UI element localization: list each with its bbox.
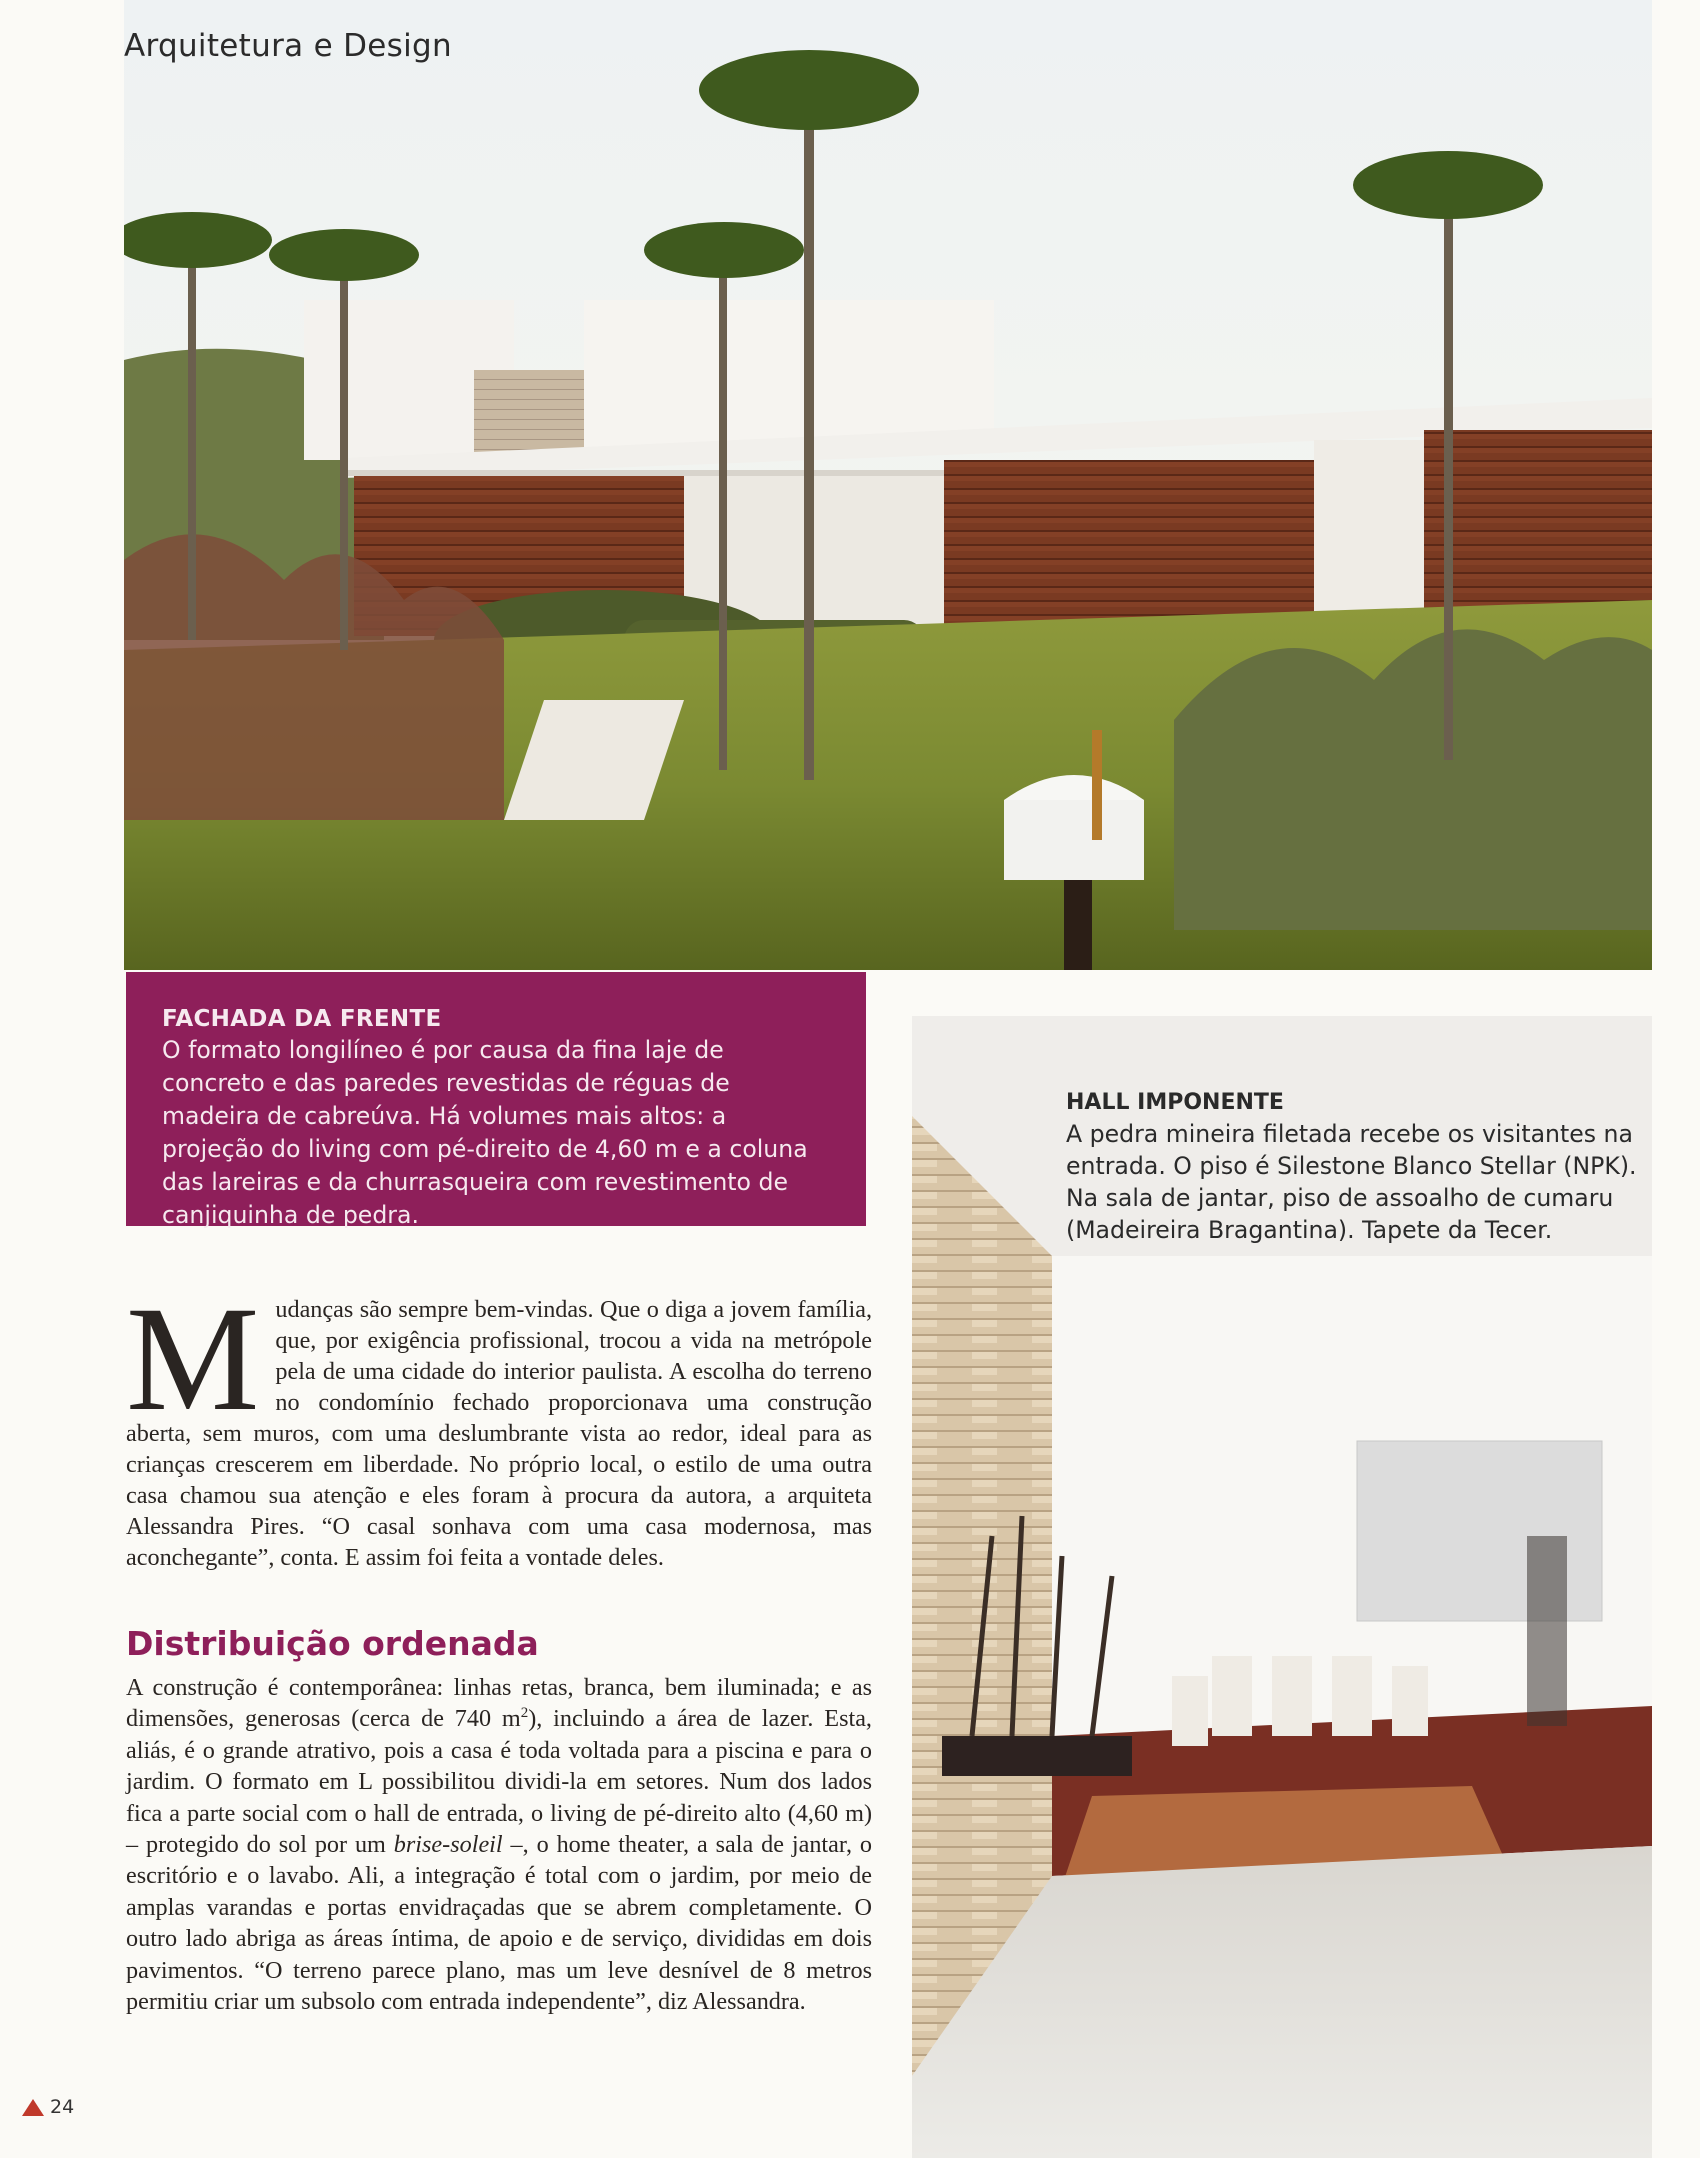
italic-term: brise-soleil bbox=[393, 1831, 503, 1859]
body-text-a: A construção é contemporânea: linhas retas, branca, bem iluminada; e as dimensões, generosas (cerca de 740 m bbox=[126, 1674, 872, 1733]
subheading: Distribuição ordenada bbox=[126, 1624, 539, 1663]
section-title: Arquitetura e Design bbox=[124, 28, 452, 64]
superscript: 2 bbox=[520, 1705, 529, 1722]
caption-box-front bbox=[126, 972, 866, 1229]
triangle-icon bbox=[22, 2099, 44, 2116]
dropcap: M bbox=[126, 1276, 260, 1442]
body-text-c: –, o home theater, a sala de jantar, o escritório e o lavabo. Ali, a integração é total com o jardim, por meio de amplas varandas e portas envidraçadas que se abrem completamente. O outro lado abriga as áreas íntima, de apoio e de serviço, divididas em dois pavimentos. “O terreno parece plano, mas um leve desnível de 8 metros permitiu criar um subsolo com entrada independente”, diz Alessandra. bbox=[126, 1831, 872, 2016]
caption-text: O formato longilíneo é por causa da fina laje de concreto e das paredes revestidas de réguas de madeira de cabreúva. Há volumes mais altos: a projeção do living com pé-direito de 4,60 m e a coluna das lareiras e da churrasqueira com revestimento de canjiquinha de pedra. bbox=[162, 1036, 808, 1229]
article-intro bbox=[126, 1276, 872, 1573]
page-footer bbox=[22, 2096, 74, 2118]
page-number: 24 bbox=[50, 2096, 75, 2118]
article-body bbox=[126, 1672, 872, 2017]
caption-title: FACHADA DA FRENTE bbox=[162, 1006, 442, 1032]
body-text-b: ), incluindo a área de lazer. Esta, aliás, é o grande atrativo, pois a casa é toda voltada para a piscina e para o jardim. O formato em L possibilitou dividi-la em setores. Num dos lados fica a parte social com o hall de entrada, o living de pé-direito alto (4,60 m) – protegido do sol por um bbox=[126, 1705, 872, 1859]
caption-title: HALL IMPONENTE bbox=[1066, 1090, 1284, 1115]
caption-text: A pedra mineira filetada recebe os visitantes na entrada. O piso é Silestone Blanco Stellar (NPK). Na sala de jantar, piso de assoalho de cumaru (Madeireira Bragantina). Tapete da Tecer. bbox=[1066, 1120, 1637, 1244]
caption-hall bbox=[1066, 1090, 1646, 1246]
intro-text: udanças são sempre bem-vindas. Que o diga a jovem família, que, por exigência profissional, trocou a vida na metrópole pela de uma cidade do interior paulista. A escolha do terreno no condomínio fechado proporcionava uma construção aberta, sem muros, com uma deslumbrante vista ao redor, ideal para as crianças crescerem em liberdade. No próprio local, o estilo de uma outra casa chamou sua atenção e eles foram à procura da autora, a arquiteta Alessandra Pires. “O casal sonhava com uma casa modernosa, mas aconchegante”, conta. E assim foi feita a vontade deles. bbox=[126, 1296, 872, 1571]
facade-photo bbox=[124, 0, 1652, 970]
